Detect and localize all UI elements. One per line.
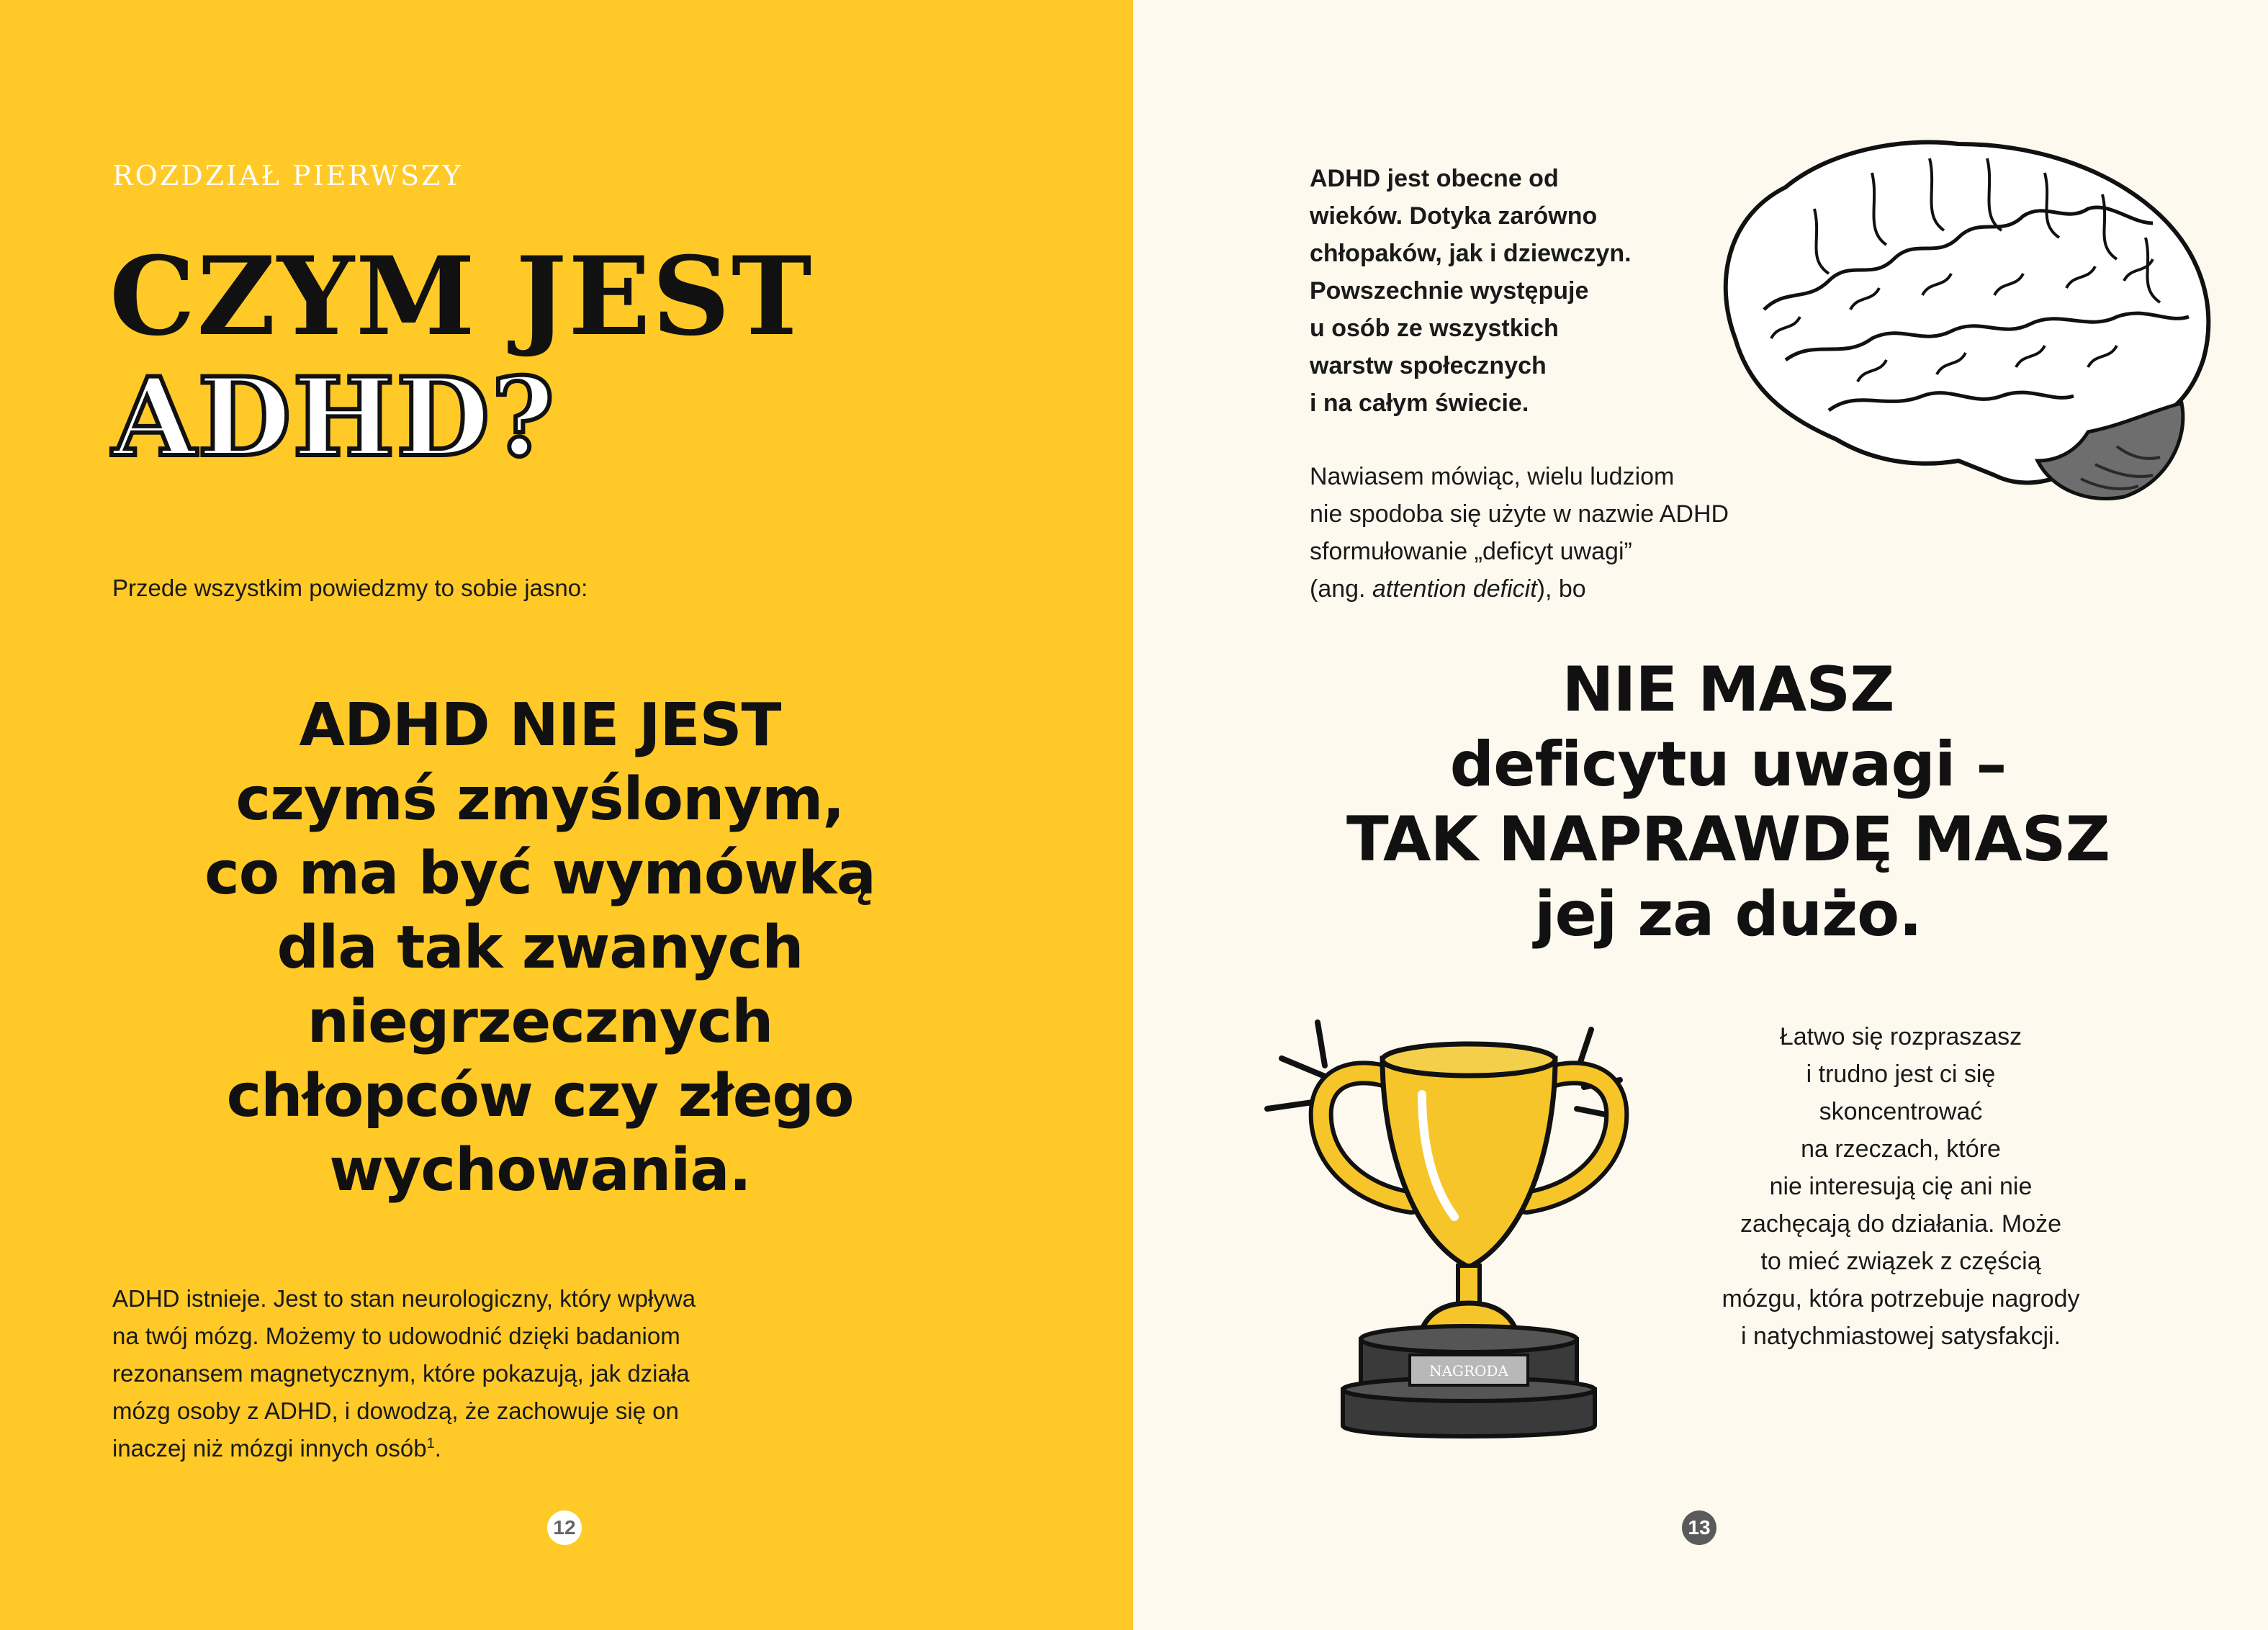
bold-line: ADHD jest obecne od (1310, 165, 1559, 192)
trophy-text-line: nie interesują cię ani nie (1769, 1173, 2033, 1200)
bold-line: i na całym świecie. (1310, 390, 1529, 417)
body-line: na twój mózg. Możemy to udowodnić dzięki badaniom (112, 1323, 680, 1349)
trophy-text-line: na rzeczach, które (1801, 1135, 2001, 1163)
big-statement-right (1267, 652, 2189, 952)
para-line-last (1310, 570, 1729, 608)
statement-line: TAK NAPRAWDĘ MASZ (1346, 803, 2110, 875)
statement-line: NIE MASZ (1562, 654, 1894, 726)
statement-line: deficytu uwagi – (1449, 729, 2007, 801)
bold-line: u osób ze wszystkich (1310, 315, 1559, 342)
statement-line: wychowania. (329, 1136, 751, 1205)
trophy-illustration (1253, 1001, 1656, 1447)
footnote-mark: 1 (426, 1436, 435, 1451)
bold-line: warstw społecznych (1310, 352, 1547, 379)
statement-line: chłopców czy złego (226, 1062, 854, 1130)
bold-paragraph-right (1310, 160, 1632, 422)
statement-line: czymś zmyślonym, (235, 765, 845, 834)
paragraph-right (1310, 458, 1729, 608)
trophy-side-text (1670, 1018, 2131, 1355)
intro-text: Przede wszystkim powiedzmy to sobie jasno: (112, 575, 588, 601)
body-line: rezonansem magnetycznym, które pokazują, jak działa (112, 1360, 690, 1387)
statement-line: niegrzecznych (307, 988, 773, 1056)
trophy-text-line: Łatwo się rozpraszasz (1779, 1023, 2022, 1050)
body-end: . (434, 1435, 441, 1462)
para-line: nie spodoba się użyte w nazwie ADHD (1310, 500, 1729, 528)
big-statement-left (101, 688, 979, 1207)
body-line-last (112, 1430, 832, 1467)
trophy-text-line: i natychmiastowej satysfakcji. (1740, 1323, 2061, 1350)
page-number-left: 12 (547, 1510, 582, 1545)
trophy-text-line: zachęcają do działania. Może (1740, 1210, 2062, 1238)
trophy-text-line: to mieć związek z częścią (1760, 1248, 2041, 1275)
statement-line: jej za dużo. (1534, 878, 1922, 950)
statement-line: dla tak zwanych (276, 914, 804, 982)
page-number-right: 13 (1682, 1510, 1716, 1545)
body-text-left (112, 1280, 832, 1467)
trophy-plaque-label: NAGRODA (1429, 1362, 1508, 1379)
para-italic: attention deficit (1372, 575, 1537, 603)
statement-line: co ma być wymówką (204, 839, 876, 908)
body-line: inaczej niż mózgi innych osób (112, 1435, 427, 1462)
trophy-text-line: mózgu, która potrzebuje nagrody (1722, 1285, 2080, 1312)
left-page (0, 0, 1133, 1630)
bold-line: wieków. Dotyka zarówno (1310, 202, 1598, 230)
title-line-1: CZYM JEST (109, 233, 814, 360)
brain-illustration (1685, 122, 2232, 526)
body-line: ADHD istnieje. Jest to stan neurologiczny, który wpływa (112, 1285, 696, 1312)
statement-line: ADHD NIE JEST (299, 691, 781, 760)
trophy-text-line: i trudno jest ci się (1806, 1061, 1996, 1088)
title-line-2: ADHD? (112, 354, 557, 481)
bold-line: Powszechnie występuje (1310, 277, 1589, 305)
para-prefix: (ang. (1310, 575, 1372, 603)
para-line: Nawiasem mówiąc, wielu ludziom (1310, 463, 1675, 490)
para-line: sformułowanie „deficyt uwagi” (1310, 538, 1632, 565)
trophy-text-line: skoncentrować (1819, 1098, 1983, 1125)
chapter-label: ROZDZIAŁ PIERWSZY (112, 160, 463, 192)
body-line: mózg osoby z ADHD, i dowodzą, że zachowuje się on (112, 1397, 679, 1424)
bold-line: chłopaków, jak i dziewczyn. (1310, 240, 1632, 267)
para-suffix: ), bo (1536, 575, 1586, 603)
